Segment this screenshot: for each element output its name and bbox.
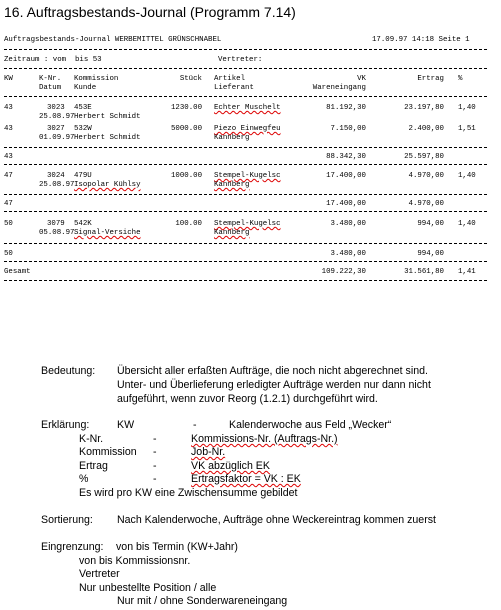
report-header-right: 17.09.97 14:18 Seite 1 — [372, 36, 470, 44]
col-ertrag: Ertrag — [417, 75, 444, 83]
row-stueck: 1230.00 — [170, 104, 202, 112]
erklaerung-term: Kommission — [79, 446, 137, 458]
divider — [4, 147, 487, 148]
row-vk: 3.480,00 — [330, 220, 366, 228]
row-stueck: 5000.00 — [170, 125, 202, 133]
divider — [4, 49, 487, 50]
erklaerung-term: K-Nr. — [79, 433, 104, 445]
erklaerung-footer: Es wird pro KW eine Zwischensumme gebildet — [79, 487, 298, 499]
row-vk: 7.150,00 — [330, 125, 366, 133]
row-knr: 3024 — [47, 172, 65, 180]
page-title: 16. Auftragsbestands-Journal (Programm 7.14) — [4, 4, 296, 20]
row-kunde: Herbert Schmidt — [74, 113, 141, 121]
bedeutung-line: Unter- und Überlieferung erledigter Aufträge werden nur dann nicht — [117, 379, 431, 391]
row-datum: 01.09.97 — [39, 134, 75, 142]
total-percent: 1,41 — [458, 268, 476, 276]
erklaerung-sep: - — [153, 473, 157, 485]
divider — [4, 211, 487, 212]
row-datum: 25.08.97 — [39, 181, 75, 189]
vertreter: Vertreter: — [218, 56, 263, 64]
col-kommission: Kommission — [74, 75, 119, 83]
row-knr: 3023 — [47, 104, 65, 112]
row-datum: 25.08.97 — [39, 113, 75, 121]
row-knr: 3027 — [47, 125, 65, 133]
subtotal-vk: 88.342,30 — [326, 153, 366, 161]
col-percent: % — [458, 75, 463, 83]
row-datum: 05.08.97 — [39, 229, 75, 237]
subtotal-kw: 47 — [4, 200, 13, 208]
row-ertrag: 994,00 — [417, 220, 444, 228]
row-percent: 1,40 — [458, 172, 476, 180]
sortierung-text: Nach Kalenderwoche, Aufträge ohne Weckereintrag kommen zuerst — [117, 514, 436, 526]
subtotal-vk: 17.400,00 — [326, 200, 366, 208]
col-artikel: Artikel — [214, 75, 246, 83]
divider — [4, 243, 487, 244]
erklaerung-desc: VK abzüglich EK — [191, 460, 270, 472]
col-kw: KW — [4, 75, 13, 83]
subtotal-ertrag: 4.970,00 — [408, 200, 444, 208]
eingrenzung-line: von bis Termin (KW+Jahr) — [116, 541, 238, 553]
row-kunde: Signal-Versiche — [74, 229, 141, 237]
report-header-left: Auftragsbestands-Journal WERBEMITTEL GRÜNSCHNABEL — [4, 36, 222, 44]
subtotal-kw: 43 — [4, 153, 13, 161]
row-percent: 1,40 — [458, 220, 476, 228]
subtotal-ertrag: 25.597,80 — [404, 153, 444, 161]
divider — [4, 96, 487, 97]
sortierung-label: Sortierung: — [41, 514, 93, 526]
eingrenzung-line: Vertreter — [79, 568, 120, 580]
zeitraum: Zeitraum : vom bis 53 — [4, 56, 102, 64]
row-kunde: Herbert Schmidt — [74, 134, 141, 142]
row-artikel: Echter Muschelt — [214, 104, 281, 112]
row-stueck: 1000.00 — [170, 172, 202, 180]
subtotal-vk: 3.480,00 — [330, 250, 366, 258]
col-vk: VK — [357, 75, 366, 83]
total-label: Gesamt — [4, 268, 31, 276]
row-artikel: Stempel-Kugelsc — [214, 172, 281, 180]
row-knr: 3079 — [47, 220, 65, 228]
col-stueck: Stück — [179, 75, 202, 83]
eingrenzung-line: Nur unbestellte Position / alle — [79, 582, 217, 594]
bedeutung-label: Bedeutung: — [41, 365, 96, 377]
erklaerung-desc: Ertragsfaktor = VK : EK — [191, 473, 301, 485]
erklaerung-term: % — [79, 473, 89, 485]
row-kommission: 532W — [74, 125, 92, 133]
row-artikel: Stempel-Kugelsc — [214, 220, 281, 228]
erklaerung-sep: - — [153, 433, 157, 445]
total-vk: 109.222,30 — [321, 268, 366, 276]
row-lieferant: Kannberg — [214, 181, 250, 189]
row-ertrag: 4.970,00 — [408, 172, 444, 180]
divider — [4, 194, 487, 195]
row-kommission: 453E — [74, 104, 92, 112]
row-kommission: 542K — [74, 220, 92, 228]
subtotal-ertrag: 994,00 — [417, 250, 444, 258]
col-lieferant: Lieferant — [214, 84, 254, 92]
erklaerung-sep: - — [153, 460, 157, 472]
col-wareneingang: Wareneingang — [312, 84, 366, 92]
subtotal-kw: 50 — [4, 250, 13, 258]
row-stueck: 100.00 — [175, 220, 202, 228]
col-kunde: Kunde — [74, 84, 97, 92]
eingrenzung-line: von bis Kommissionsnr. — [79, 555, 191, 567]
erklaerung-desc: Job-Nr. — [191, 446, 226, 458]
eingrenzung-label: Eingrenzung: — [41, 541, 104, 553]
row-kw: 50 — [4, 220, 13, 228]
divider — [4, 280, 487, 281]
row-vk: 17.400,00 — [326, 172, 366, 180]
row-kunde: Isopolar Kühlsy — [74, 181, 141, 189]
divider — [4, 164, 487, 165]
eingrenzung-line: Nur mit / ohne Sonderwareneingang — [117, 595, 288, 607]
row-kw: 43 — [4, 125, 13, 133]
bedeutung-line: aufgeführt, wenn zuvor Reorg (1.2.1) durchgeführt wird. — [117, 393, 378, 405]
row-kw: 43 — [4, 104, 13, 112]
erklaerung-desc: Kalenderwoche aus Feld „Wecker“ — [229, 419, 392, 431]
row-ertrag: 2.400,00 — [408, 125, 444, 133]
total-ertrag: 31.561,80 — [404, 268, 444, 276]
row-lieferant: Kannberg — [214, 134, 250, 142]
row-percent: 1,40 — [458, 104, 476, 112]
row-kommission: 479U — [74, 172, 92, 180]
erklaerung-label: Erklärung: — [41, 419, 90, 431]
row-artikel: Piezo Einwegfeu — [214, 125, 281, 133]
bedeutung-line: Übersicht aller erfaßten Aufträge, die noch nicht abgerechnet sind. — [117, 365, 428, 377]
row-lieferant: Kannberg — [214, 229, 250, 237]
erklaerung-term: KW — [117, 419, 135, 431]
erklaerung-sep: - — [153, 446, 157, 458]
erklaerung-term: Ertrag — [79, 460, 108, 472]
row-kw: 47 — [4, 172, 13, 180]
divider — [4, 68, 487, 69]
divider — [4, 261, 487, 262]
col-knr: K-Nr. — [39, 75, 62, 83]
col-datum: Datum — [39, 84, 62, 92]
erklaerung-desc: Kommissions-Nr. (Auftrags-Nr.) — [191, 433, 338, 445]
row-percent: 1,51 — [458, 125, 476, 133]
erklaerung-sep: - — [193, 419, 197, 431]
row-ertrag: 23.197,80 — [404, 104, 444, 112]
row-vk: 81.192,30 — [326, 104, 366, 112]
